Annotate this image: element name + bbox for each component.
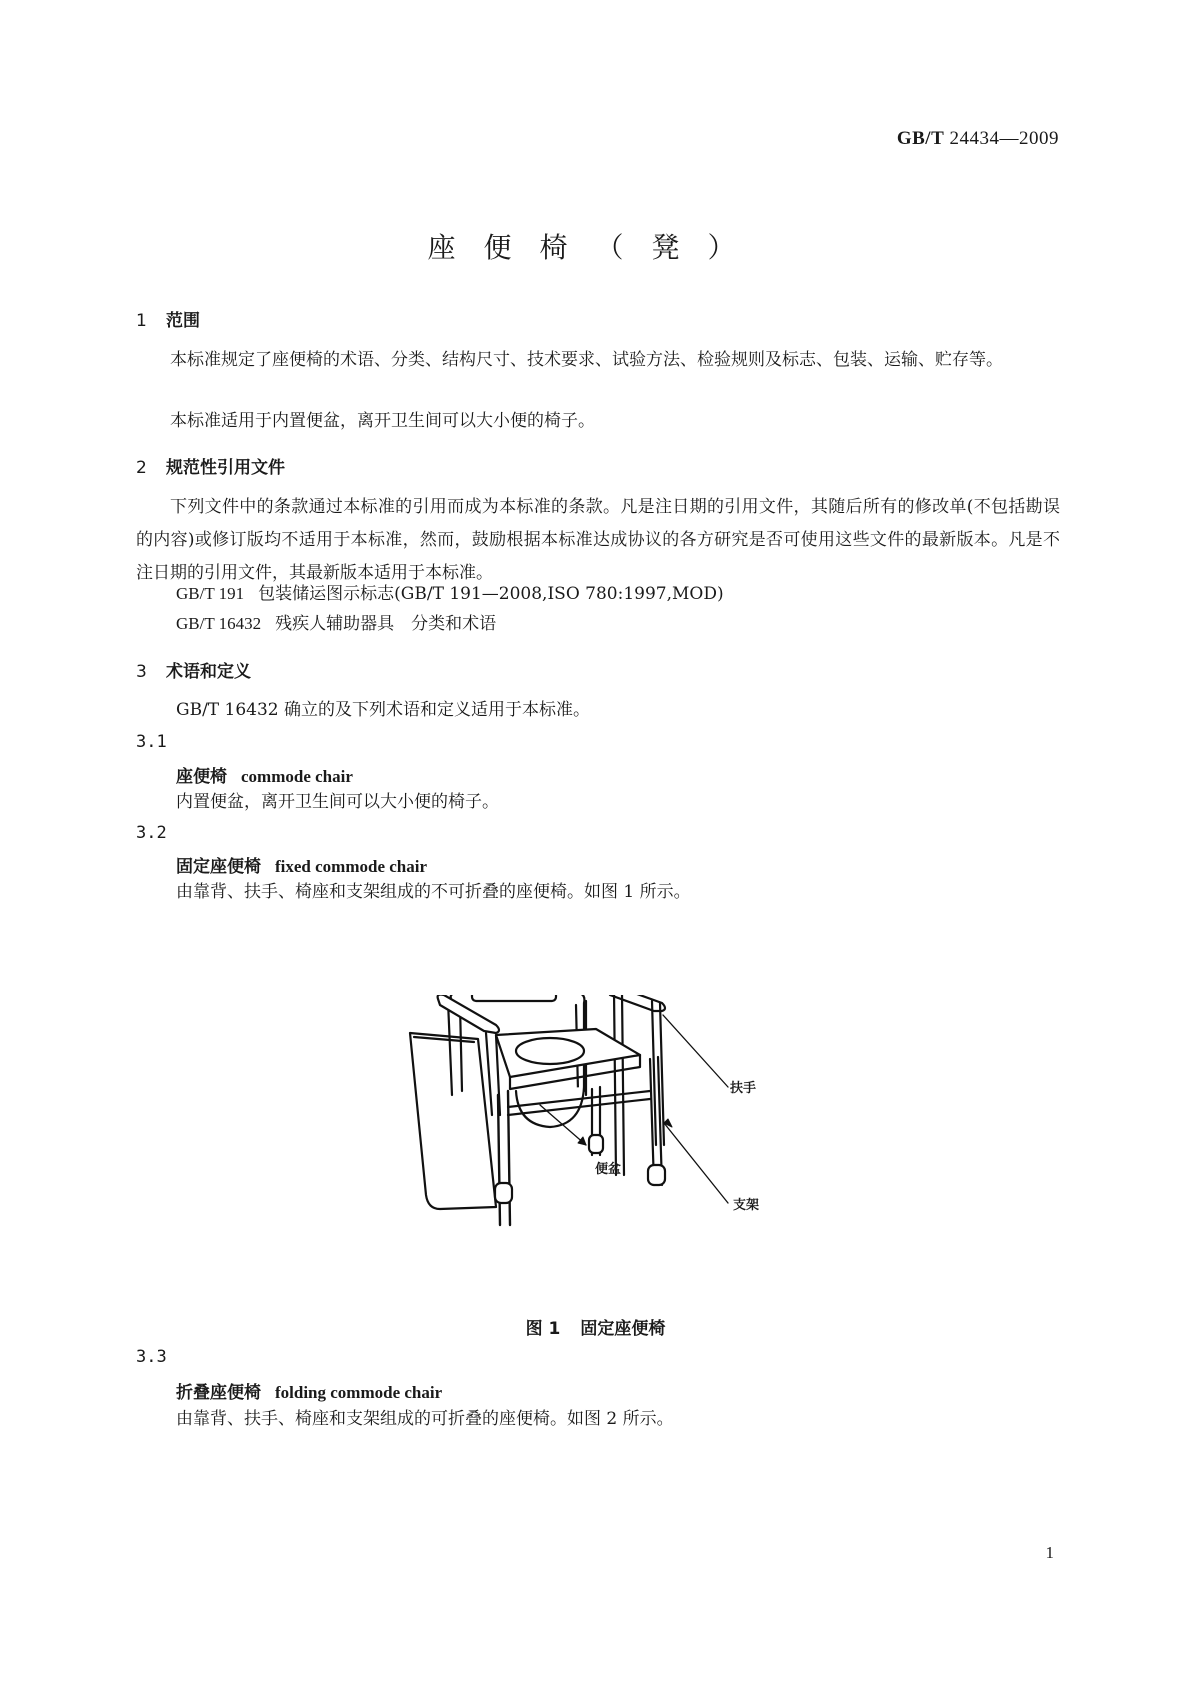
figure-number: 图 1 (525, 1319, 561, 1339)
commode-chair-illustration (400, 995, 800, 1315)
callout-bedpan: 便盆 (595, 1162, 622, 1177)
term-zh: 折叠座便椅 (176, 1383, 261, 1403)
reference-title: 残疾人辅助器具 分类和术语 (275, 614, 497, 634)
reference-code: GB/T 191 (176, 584, 245, 603)
section-3-intro: GB/T 16432 确立的及下列术语和定义适用于本标准。 (176, 700, 591, 720)
clause-number: 3.2 (136, 823, 167, 843)
figure-caption (0, 1314, 1191, 1339)
callout-frame: 支架 (733, 1198, 760, 1213)
figure-title: 固定座便椅 (580, 1319, 666, 1339)
page-title: 座便椅（凳） (427, 231, 764, 264)
term-entry (176, 1378, 442, 1403)
reference-title: 包装储运图示标志(GB/T 191—2008,ISO 780:1997,MOD) (258, 584, 724, 604)
reference-code: GB/T 16432 (176, 614, 262, 633)
clause-number: 3.3 (136, 1347, 167, 1367)
clause-number: 3.1 (136, 732, 167, 752)
standard-code: 24434—2009 (949, 128, 1059, 149)
callout-armrest: 扶手 (730, 1081, 757, 1096)
term-entry (176, 852, 427, 877)
term-en: folding commode chair (275, 1383, 443, 1402)
section-1-heading (136, 306, 200, 331)
section-number: 3 (136, 662, 147, 682)
term-en: commode chair (241, 767, 353, 786)
section-3-heading (136, 657, 251, 682)
page-number: 1 (1045, 1543, 1054, 1562)
term-definition: 由靠背、扶手、椅座和支架组成的可折叠的座便椅。如图 2 所示。 (176, 1409, 674, 1429)
section-2-paragraph: 下列文件中的条款通过本标准的引用而成为本标准的条款。凡是注日期的引用文件，其随后所有的修改单(不包括勘误的内容)或修订版均不适用于本标准，然而，鼓励根据本标准达成协议的各方研究是否可使用这些文件的最新版本。凡是不注日期的引用文件，其最新版本适用于本标准。 (136, 497, 1060, 583)
term-entry (176, 762, 353, 787)
section-title: 范围 (166, 311, 200, 331)
term-definition: 由靠背、扶手、椅座和支架组成的不可折叠的座便椅。如图 1 所示。 (176, 882, 691, 902)
term-zh: 座便椅 (176, 767, 227, 787)
section-1-paragraph-2: 本标准适用于内置便盆，离开卫生间可以大小便的椅子。 (170, 411, 595, 431)
standard-prefix: GB/T (896, 128, 945, 149)
section-2-heading (136, 453, 285, 478)
section-number: 2 (136, 458, 147, 478)
section-title: 规范性引用文件 (166, 458, 285, 478)
term-zh: 固定座便椅 (176, 857, 261, 877)
standard-number (897, 128, 1059, 150)
normative-reference (176, 579, 724, 609)
section-1-paragraph-1: 本标准规定了座便椅的术语、分类、结构尺寸、技术要求、试验方法、检验规则及标志、包装、运输、贮存等。 (170, 350, 1003, 370)
section-number: 1 (136, 311, 147, 331)
section-title: 术语和定义 (166, 662, 251, 682)
term-en: fixed commode chair (275, 857, 428, 876)
normative-reference (176, 609, 496, 639)
term-definition: 内置便盆，离开卫生间可以大小便的椅子。 (176, 792, 499, 812)
